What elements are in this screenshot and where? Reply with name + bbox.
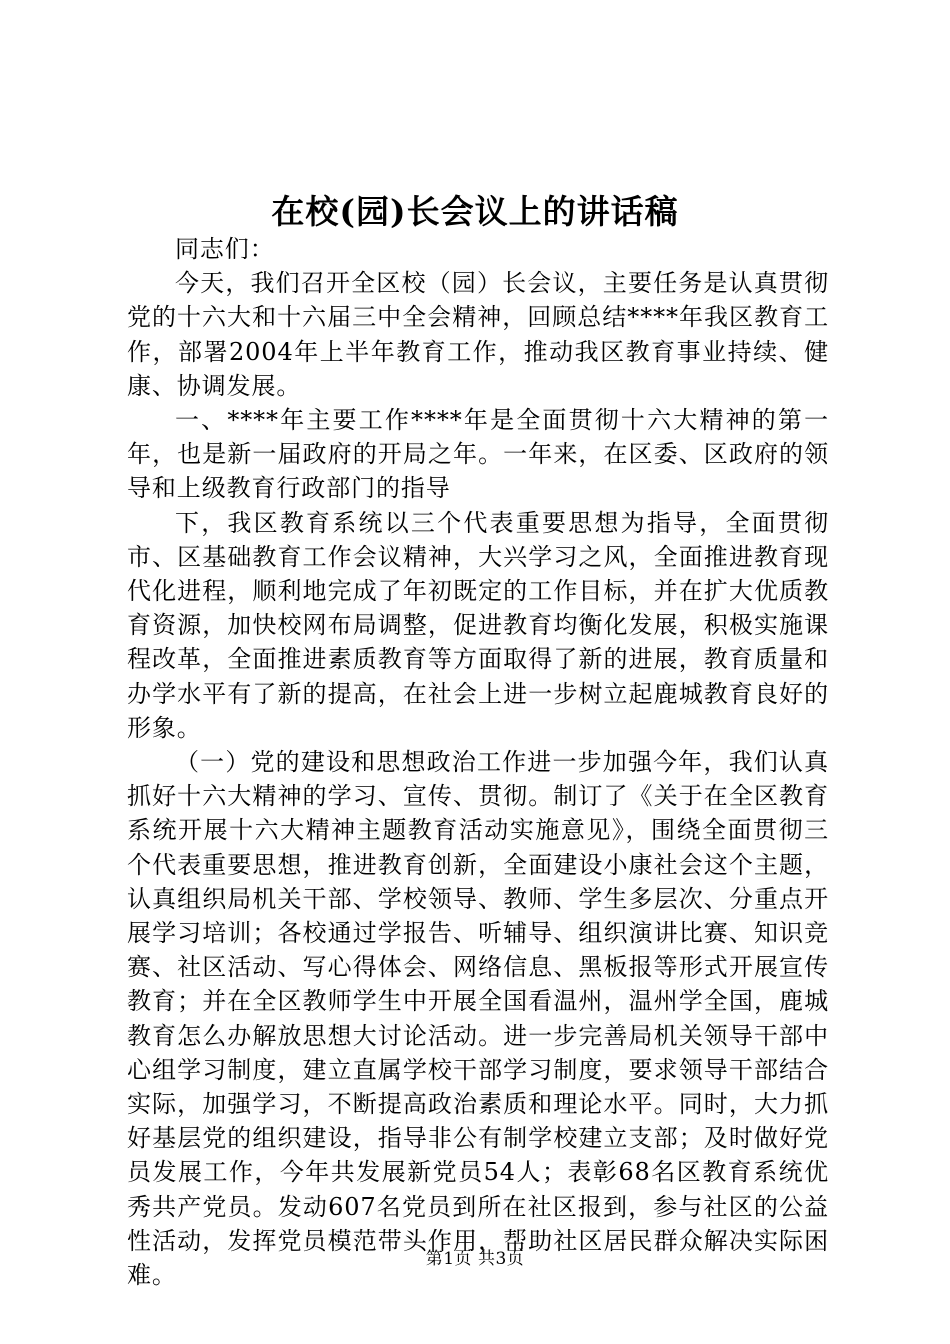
page-footer: 第1页 共3页 [425,1249,525,1269]
intro-paragraph: 今天，我们召开全区校（园）长会议，主要任务是认真贯彻党的十六大和十六届三中全会精神，回顾总结****年我区教育工作，部署2004年上半年教育工作，推动我区教育事业持续、健康、协调发展。 [127,269,829,400]
salutation-paragraph: 同志们： [175,235,275,263]
document-title: 在校(园)长会议上的讲话稿 [271,192,679,231]
section-one-body-paragraph: 下，我区教育系统以三个代表重要思想为指导，全面贯彻市、区基础教育工作会议精神，大兴学习之风，全面推进教育现代化进程，顺利地完成了年初既定的工作目标，并在扩大优质教育资源，加快校网布局调整，促进教育均衡化发展，积极实施课程改革，全面推进素质教育等方面取得了新的进展，教育质量和办学水平有了新的提高，在社会上进一步树立起鹿城教育良好的形象。 [127,508,829,742]
document-body [127,232,829,1292]
section-one-heading-paragraph: 一、****年主要工作****年是全面贯彻十六大精神的第一年，也是新一届政府的开局之年。一年来，在区委、区政府的领导和上级教育行政部门的指导 [127,406,829,503]
party-building-paragraph: （一）党的建设和思想政治工作进一步加强今年，我们认真抓好十六大精神的学习、宣传、贯彻。制订了《关于在全区教育系统开展十六大精神主题教育活动实施意见》，围绕全面贯彻三个代表重要思想，推进教育创新，全面建设小康社会这个主题，认真组织局机关干部、学校领导、教师、学生多层次、分重点开展学习培训；各校通过学报告、听辅导、组织演讲比赛、知识竞赛、社区活动、写心得体会、网络信息、黑板报等形式开展宣传教育；并在全区教师学生中开展全国看温州，温州学全国，鹿城教育怎么办解放思想大讨论活动。进一步完善局机关领导干部中心组学习制度，建立直属学校干部学习制度，要求领导干部结合实际，加强学习，不断提高政治素质和理论水平。同时，大力抓好基层党的组织建设，指导非公有制学校建立支部；及时做好党员发展工作，今年共发展新党员54人；表彰68名区教育系统优秀共产党员。发动607名党员到所在社区报到，参与社区的公益性活动，发挥党员模范带头作用，帮助社区居民群众解决实际困难。 [127,748,829,1290]
